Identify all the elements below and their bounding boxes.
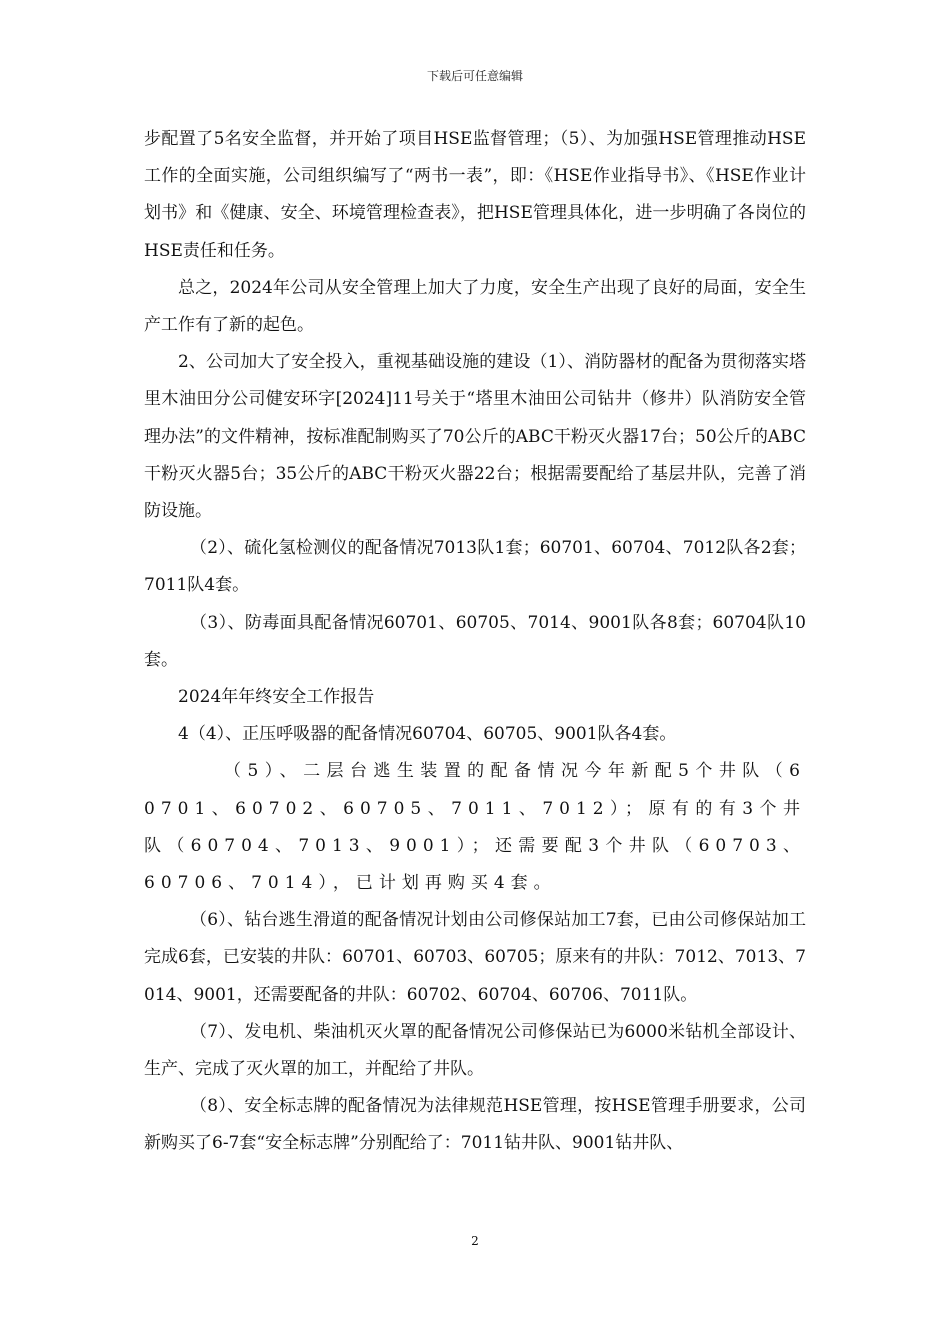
document-body — [144, 121, 806, 1163]
paragraph-fire-cover: （7）、发电机、柴油机灭火罩的配备情况公司修保站已为6000米钻机全部设计、生产、完成了灭火罩的加工，并配给了井队。 — [144, 1021, 806, 1080]
paragraph-h2s-detector: （2）、硫化氢检测仪的配备情况7013队1套；60701、60704、7012队各2套；7011队4套。 — [144, 538, 806, 596]
paragraph-safety-signs: （8）、安全标志牌的配备情况为法律规范HSE管理，按HSE管理手册要求，公司新购买了6-7套“安全标志牌”分别配给了：7011钻井队、9001钻井队、 — [144, 1096, 806, 1154]
paragraph-breathing-apparatus: 4（4）、正压呼吸器的配备情况60704、60705、9001队各4套。 — [178, 724, 677, 745]
paragraph-summary: 总之，2024年公司从安全管理上加大了力度，安全生产出现了良好的局面，安全生产工作有了新的起色。 — [144, 277, 806, 336]
paragraph-escape-device: （5）、二层台逃生装置的配备情况今年新配5个井队（60701、60702、60705、7011、7012）；原有的有3个井队（60704、7013、9001）；还需要配3个井队（60703、60706、7014），已计划再购买4套。 — [144, 761, 806, 894]
paragraph-gas-mask: （3）、防毒面具配备情况60701、60705、7014、9001队各8套；60704队10套。 — [144, 612, 806, 670]
paragraph-hse-management: 步配置了5名安全监督，并开始了项目HSE监督管理；（5）、为加强HSE管理推动HSE工作的全面实施，公司组织编写了“两书一表”，即：《HSE作业指导书》、《HSE作业计划书》和《健康、安全、环境管理检查表》，把HSE管理具体化，进一步明确了各岗位的HSE责任和任务。 — [144, 129, 806, 261]
report-title-line: 2024年年终安全工作报告 — [178, 687, 375, 708]
paragraph-escape-slide: （6）、钻台逃生滑道的配备情况计划由公司修保站加工7套，已由公司修保站加工完成6套，已安装的井队：60701、60703、60705；原来有的井队：7012、7013、7014、9001，还需要配备的井队：60702、60704、60706、7011队。 — [144, 910, 806, 1005]
page-number: 2 — [471, 1234, 479, 1248]
paragraph-safety-investment: 2、公司加大了安全投入，重视基础设施的建设（1）、消防器材的配备为贯彻落实塔里木油田分公司健安环字[2024]11号关于“塔里木油田公司钻井（修井）队消防安全管理办法”的文件精神，按标准配制购买了70公斤的ABC干粉灭火器17台；50公斤的ABC干粉灭火器5台；35公斤的ABC干粉灭火器22台；根据需要配给了基层井队，完善了消防设施。 — [144, 352, 806, 522]
page-header: 下载后可任意编辑 — [426, 69, 523, 83]
